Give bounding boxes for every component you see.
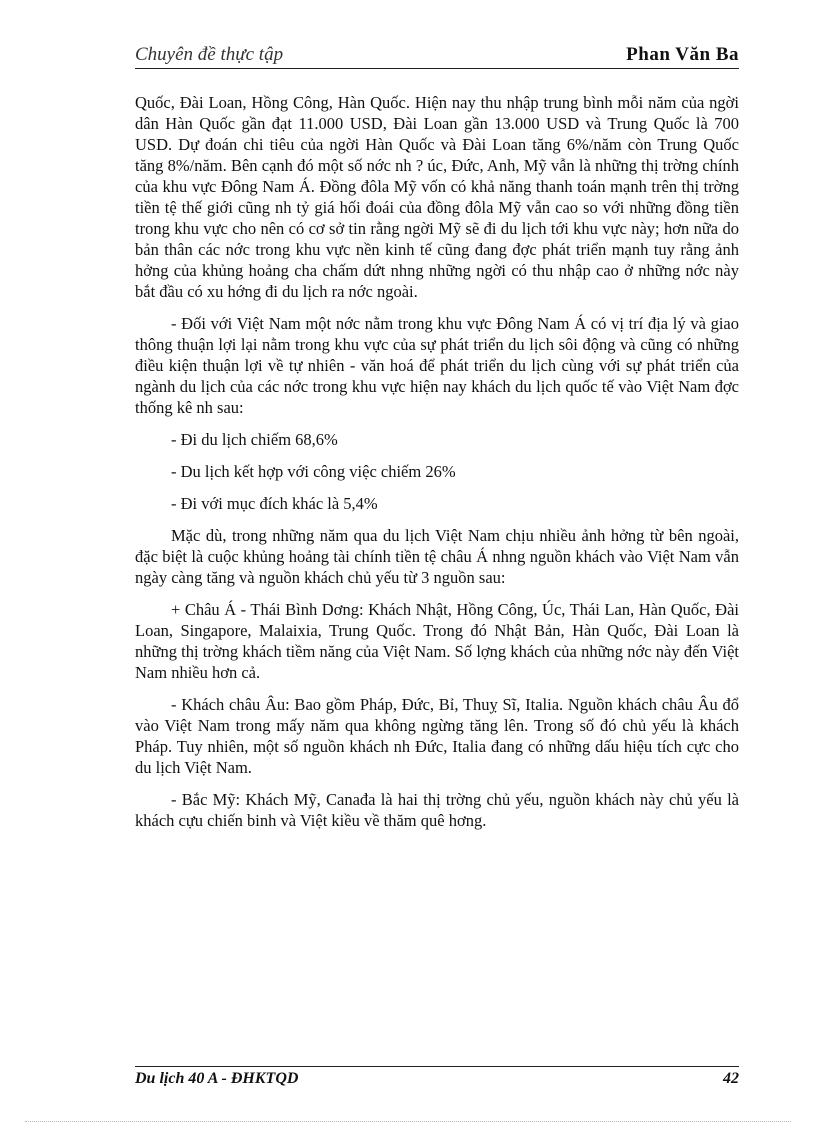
paragraph-north-america: - Bắc Mỹ: Khách Mỹ, Canađa là hai thị trờng chủ yếu, nguồn khách này chủ yếu là khách cựu chiến binh và Việt kiều về thăm quê hơng. <box>135 790 739 830</box>
paragraph-asia-pacific: + Châu Á - Thái Bình Dơng: Khách Nhật, Hồng Công, Úc, Thái Lan, Hàn Quốc, Đài Loan, Singapore, Malaixia, Trung Quốc. Trong đó Nhật Bản, Hàn Quốc, Đài Loan là những thị trờng khách tiềm năng của Việt Nam. Số lợng khách của những nớc này đến Việt Nam nhiều hơn cả. <box>135 600 739 682</box>
header-author: Phan Văn Ba <box>626 44 739 65</box>
page-header <box>135 42 739 69</box>
paragraph-vietnam: - Đối với Việt Nam một nớc nằm trong khu vực Đông Nam Á có vị trí địa lý và giao thông thuận lợi lại nằm trong khu vực của sự phát triển du lịch sôi động và cũng có những điều kiện thuận lợi về tự nhiên - văn hoá để phát triển du lịch cùng với sự phát triển của ngành du lịch của các nớc trong khu vực hiện nay khách du lịch quốc tế vào Việt Nam đợc thống kê nh sau: <box>135 314 739 417</box>
list-item: - Du lịch kết hợp với công việc chiếm 26% <box>171 462 456 481</box>
page-number: 42 <box>723 1070 739 1087</box>
list-item: - Đi với mục đích khác là 5,4% <box>171 494 378 513</box>
footer-course: Du lịch 40 A - ĐHKTQD <box>135 1070 299 1087</box>
page-edge-divider <box>25 1121 791 1122</box>
paragraph-europe: - Khách châu Âu: Bao gồm Pháp, Đức, Bỉ, Thuỵ Sĩ, Italia. Nguồn khách châu Âu đổ vào Việt Nam trong mấy năm qua không ngừng tăng lên. Trong số đó chủ yếu là khách Pháp. Tuy nhiên, một số nguồn khách nh Đức, Italia đang có những dấu hiệu tích cực cho du lịch Việt Nam. <box>135 695 739 777</box>
page-footer <box>135 1066 739 1089</box>
document-body <box>135 92 739 842</box>
header-title: Chuyên đề thực tập <box>135 44 284 65</box>
paragraph-continuation: Quốc, Đài Loan, Hồng Công, Hàn Quốc. Hiện nay thu nhập trung bình mỗi năm của ngời dân Hàn Quốc gần đạt 11.000 USD, Đài Loan gần 13.000 USD và Trung Quốc là 700 USD. Dự đoán chi tiêu của ngời Hàn Quốc và Đài Loan tăng 6%/năm còn Trung Quốc tăng 8%/năm. Bên cạnh đó một số nớc nh ? úc, Đức, Anh, Mỹ vẫn là những thị trờng chính của khu vực Đông Nam Á. Đồng đôla Mỹ vốn có khả năng thanh toán mạnh trên thị trờng tiền tệ thế giới cũng nh tỷ giá hối đoái của đồng đôla Mỹ vẫn cao so với những đồng tiền trong khu vực cho nên có cơ sở tin rằng ngời Mỹ sẽ đi du lịch tới khu vực này; hơn nữa do bản thân các nớc trong khu vực nền kinh tế cũng đang đợc phát triển mạnh tuy rằng ảnh hởng của khủng hoảng cha chấm dứt nhng những ngời có thu nhập cao ở những nớc này bắt đầu có xu hớng đi du lịch ra nớc ngoài. <box>135 93 739 301</box>
list-item: - Đi du lịch chiếm 68,6% <box>171 430 338 449</box>
paragraph-sources: Mặc dù, trong những năm qua du lịch Việt Nam chịu nhiều ảnh hởng từ bên ngoài, đặc biệt là cuộc khủng hoảng tài chính tiền tệ châu Á nhng nguồn khách vào Việt Nam vẫn ngày càng tăng và nguồn khách chủ yếu từ 3 nguồn sau: <box>135 526 739 587</box>
